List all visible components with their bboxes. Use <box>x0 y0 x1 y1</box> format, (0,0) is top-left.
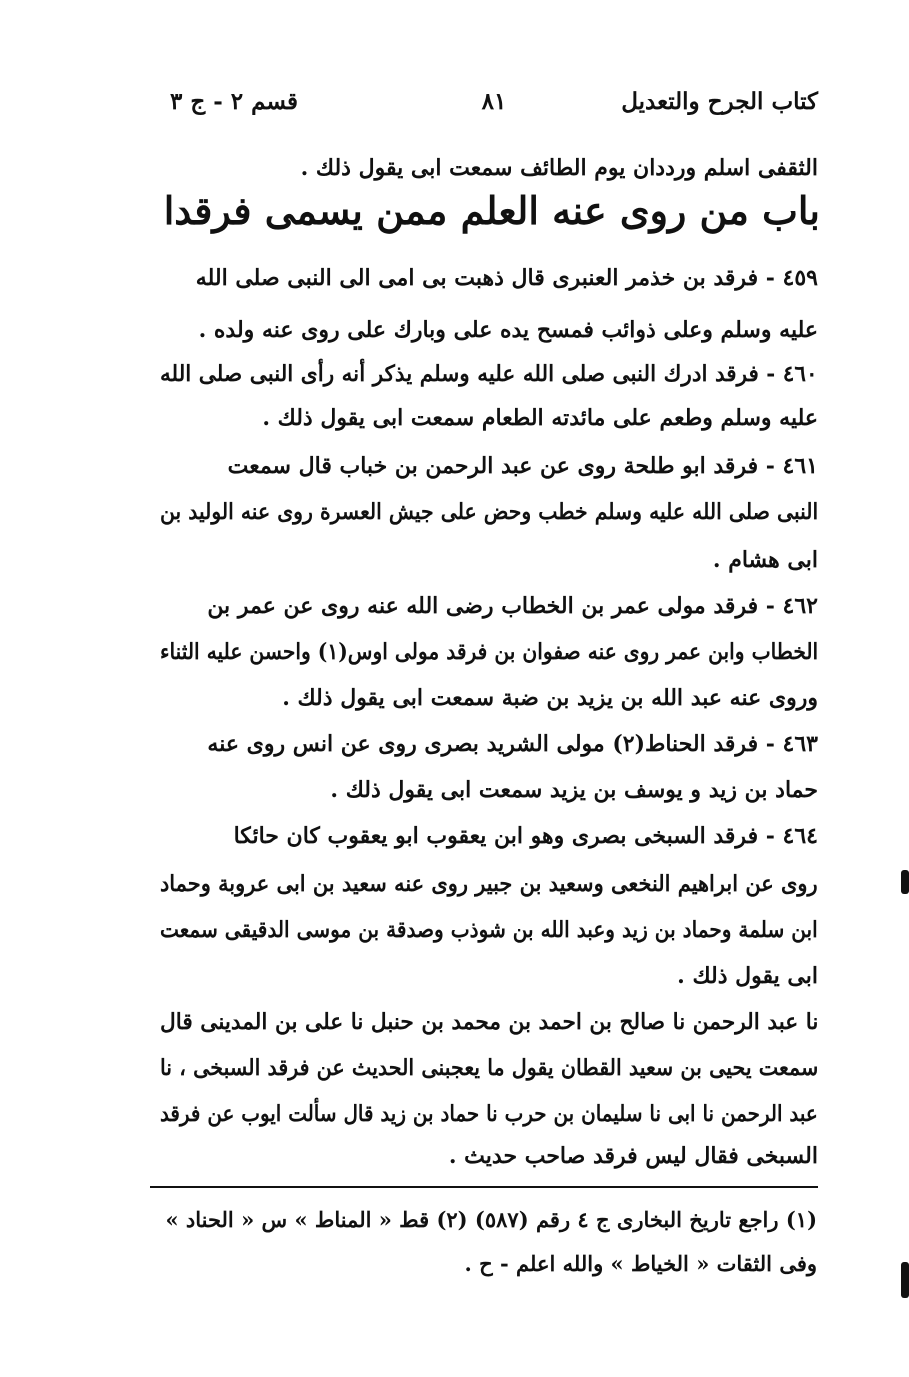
entry-line: السبخى فقال ليس فرقد صاحب حديث . <box>448 1143 818 1169</box>
entry-line: عليه وسلم وطعم على مائدته الطعام سمعت ابى يقول ذلك . <box>262 405 818 431</box>
footnote-divider <box>150 1186 818 1188</box>
entry-line: النبى صلى الله عليه وسلم خطب وحض على جيش العسرة روى عنه الوليد بن <box>159 499 818 525</box>
entries-block <box>159 258 818 1169</box>
page-number: ٨١ <box>481 88 507 115</box>
footnotes <box>157 1200 817 1300</box>
entry-line: ٤٦٣ - فرقد الحناط(٢) مولى الشريد بصرى روى عن انس روى عنه <box>207 731 818 757</box>
entry-line: روى عن ابراهيم النخعى وسعيد بن جبير روى عنه سعيد بن ابى عروبة وحماد <box>160 871 818 897</box>
footnote-line: (١) راجع تاريخ البخارى ج ٤ رقم (٥٨٧) (٢) قط « المناط » س « الحناد » <box>165 1207 817 1232</box>
running-header <box>170 88 818 128</box>
entry-line: وروى عنه عبد الله بن يزيد بن ضبة سمعت ابى يقول ذلك . <box>282 685 818 711</box>
entry-line: ابى هشام . <box>712 547 818 573</box>
text-line: الثقفى اسلم ورددان يوم الطائف سمعت ابى يقول ذلك . <box>300 155 818 181</box>
entry-line: عليه وسلم وعلى ذوائب فمسح يده على وبارك على روى عنه ولده . <box>198 317 818 343</box>
entry-line: ٤٦٤ - فرقد السبخى بصرى وهو ابن يعقوب ابو يعقوب كان حائكا <box>233 823 818 849</box>
entry-line: ٤٦٠ - فرقد ادرك النبى صلى الله عليه وسلم يذكر أنه رأى النبى صلى الله <box>160 361 818 387</box>
book-title: كتاب الجرح والتعديل <box>621 88 818 115</box>
section-label: قسم ٢ - ج ٣ <box>170 88 298 115</box>
entry-line: ٤٥٩ - فرقد بن خذمر العنبرى قال ذهبت بى امى الى النبى صلى الله <box>195 265 818 291</box>
entry-line: حماد بن زيد و يوسف بن يزيد سمعت ابى يقول ذلك . <box>330 777 818 803</box>
entry-line: عبد الرحمن نا ابى نا سليمان بن حرب نا حماد بن زيد قال سألت ايوب عن فرقد <box>160 1101 818 1127</box>
entry-line: ابن سلمة وحماد بن زيد وعبد الله بن شوذب وصدقة بن موسى الدقيقى سمعت <box>160 917 818 943</box>
scan-edge-mark <box>901 1262 909 1298</box>
entry-line: سمعت يحيى بن سعيد القطان يقول ما يعجبنى الحديث عن فرقد السبخى ، نا <box>159 1055 818 1081</box>
entry-line: ابى يقول ذلك . <box>677 963 818 989</box>
entry-line: الخطاب وابن عمر روى عنه صفوان بن فرقد مولى اوس(١) واحسن عليه الثناء <box>159 639 818 665</box>
entry-line: ٤٦١ - فرقد ابو طلحة روى عن عبد الرحمن بن خباب قال سمعت <box>227 453 818 479</box>
entry-line: نا عبد الرحمن نا صالح بن احمد بن محمد بن حنبل نا على بن المدينى قال <box>159 1009 818 1035</box>
footnote-line: وفى الثقات « الخياط » والله اعلم - ح . <box>464 1251 817 1276</box>
chapter-title: باب من روى عنه العلم ممن يسمى فرقدا <box>163 188 820 233</box>
entry-line: ٤٦٢ - فرقد مولى عمر بن الخطاب رضى الله عنه روى عن عمر بن <box>207 593 818 619</box>
scan-edge-mark <box>901 870 909 894</box>
